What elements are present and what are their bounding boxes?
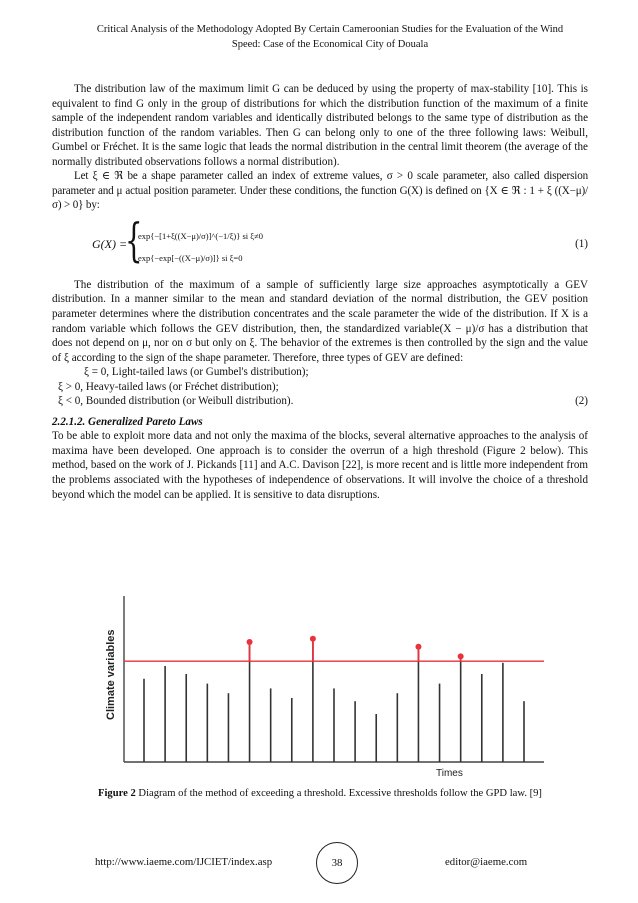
page-footer — [0, 840, 638, 880]
case-weibull — [52, 394, 588, 409]
equation-number-2: (2) — [575, 395, 588, 408]
equation-lhs: G(X) = — [92, 236, 128, 251]
case-gumbel: ξ = 0, Light-tailed laws (or Gumbel's distribution); — [84, 366, 309, 379]
y-axis-label: Climate variables — [105, 629, 117, 720]
footer-email[interactable]: editor@iaeme.com — [445, 856, 528, 868]
paragraph-gev-behavior: The distribution of the maximum of a sample of sufficiently large size approaches asymptotically a GEV distribution. In a manner similar to the mean and standard deviation of the normal distribution, the GEV position parameter determines where the distribution concentrates and the scale parameter the wide of the distribution. If X is a random variable which follows the GEV distribution, then, the standardized variable(X − μ)/σ has a distribution that does not depend on μ, nor on σ but only on ξ. The behavior of the extremes is then controlled by the sign and the value of ξ according to the sign of the shape parameter. Therefore, three types of GEV are defined: — [52, 278, 588, 364]
header-line-1: Critical Analysis of the Methodology Adopted By Certain Cameroonian Studies for the Evaluation of the Wind — [96, 24, 564, 35]
threshold-chart — [84, 592, 554, 780]
figure-caption — [40, 788, 600, 799]
page-number: 38 — [316, 842, 358, 884]
caption-text: Diagram of the method of exceeding a threshold. Excessive thresholds follow the GPD law. [9] — [135, 788, 542, 799]
equation-gev — [52, 212, 588, 275]
running-header — [60, 22, 600, 52]
x-axis-label: Times — [436, 768, 463, 779]
case-weibull-text: ξ < 0, Bounded distribution (or Weibull distribution). — [58, 395, 294, 408]
equation-number: (1) — [575, 237, 588, 250]
article-body — [52, 82, 588, 502]
caption-label: Figure 2 — [98, 788, 136, 799]
equation-case-xi-nonzero: exp{−[1+ξ((X−μ)/σ)]^(−1/ξ)} si ξ≠0 — [138, 230, 263, 241]
exceedance-marker — [310, 636, 316, 642]
paragraph-pareto: To be able to exploit more data and not only the maxima of the blocks, several alternative approaches to the analysis of maxima have been developed. One approach is to consider the overrun of a high threshold (Figure 2 below). This method, based on the work of J. Pickands [11] and A.C. Davison [22], is more recent and is little more independent from the problems associated with the hypotheses of independence of observations. It will involve the choice of a threshold beyond which the model can be applied. It is sensitive to data disruptions. — [52, 430, 588, 501]
bar-group — [144, 636, 524, 762]
footer-url[interactable]: http://www.iaeme.com/IJCIET/index.asp — [95, 856, 273, 868]
paragraph-max-stability: The distribution law of the maximum limit G can be deduced by using the property of max-stability [10]. This is equivalent to find G only in the group of distributions for which the distribution function of the maximum of a finite sample of the independent random variables and identically distributed belongs to the same type of distribution as the distribution function of the random variables. Then G can belong only to one of the three following laws: Weibull, Gumbel or Fréchet. It is the same logic that leads the normal distribution in the central limit theorem (the average of the normally distributed observations follows a normal distribution). — [52, 83, 588, 168]
case-frechet: ξ > 0, Heavy-tailed laws (or Fréchet distribution); — [58, 380, 279, 393]
exceedance-marker — [415, 644, 421, 650]
paragraph-parameters: Let ξ ∈ ℜ be a shape parameter called an index of extreme values, σ > 0 scale parameter, also called dispersion parameter and μ actual position parameter. Under these conditions, the function G(X) is defined on {X ∈ ℜ : 1 + ξ ((X−μ)/σ) > 0} by: — [52, 170, 588, 212]
section-title: 2.2.1.2. Generalized Pareto Laws — [52, 415, 203, 428]
header-line-2: Speed: Case of the Economical City of Douala — [231, 39, 429, 50]
exceedance-marker — [458, 653, 464, 659]
exceedance-marker — [247, 639, 253, 645]
equation-brace: { — [125, 212, 143, 267]
equation-case-xi-zero: exp{−exp[−((X−μ)/σ)]} si ξ=0 — [138, 252, 243, 263]
